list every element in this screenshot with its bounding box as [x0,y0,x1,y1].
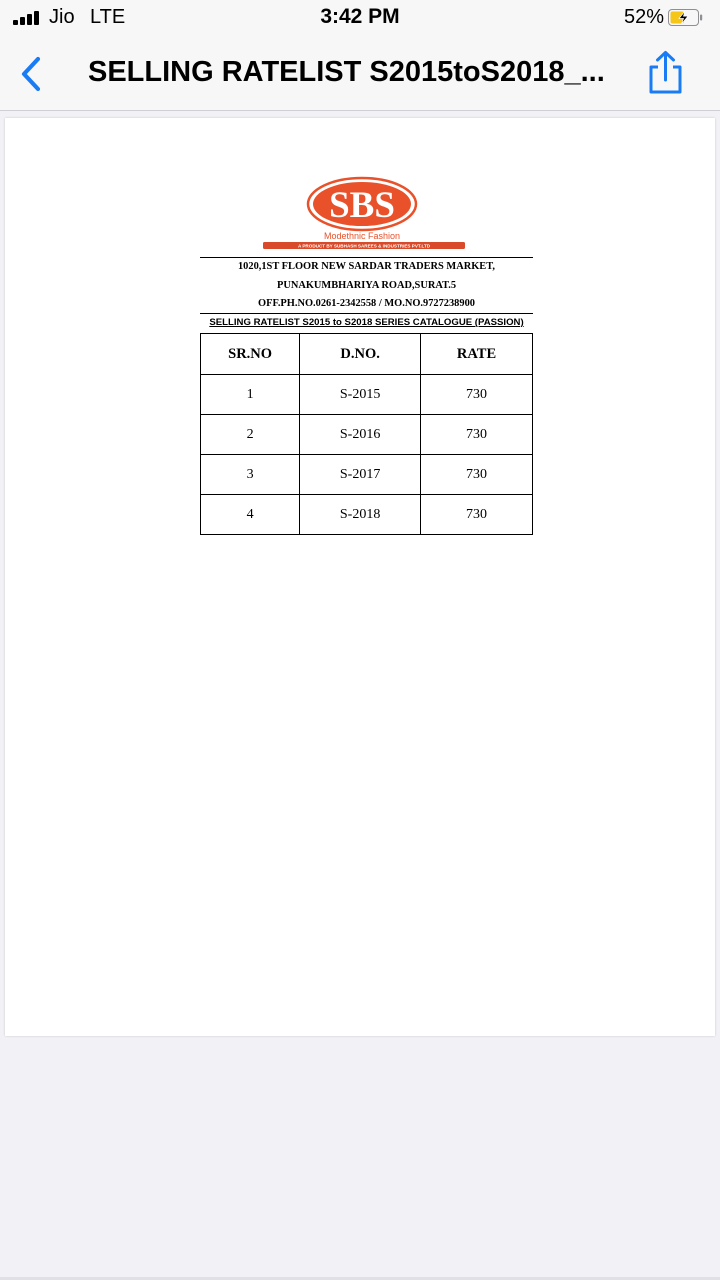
rate-table [200,333,533,535]
document-page[interactable] [5,118,715,1036]
cell-rate: 730 [421,415,533,455]
cell-design-no: S-2016 [300,415,421,455]
status-time: 3:42 PM [320,5,400,28]
cell-design-no: S-2015 [300,375,421,415]
header-rule-top [200,257,533,258]
back-button[interactable] [14,52,54,96]
contact-line: OFF.PH.NO.0261-2342558 / MO.NO.9727238900 [258,298,475,309]
status-bar [0,0,720,38]
cell-design-no: S-2018 [300,495,421,535]
carrier-name: Jio [49,6,75,28]
cell-sr-no: 4 [201,495,300,535]
cell-rate: 730 [421,495,533,535]
table-row [201,455,533,495]
document-title: SELLING RATELIST S2015toS2018_... [88,56,605,88]
network-type: LTE [90,6,126,28]
navigation-bar [0,38,720,111]
header-rule-bottom [200,313,533,314]
sbs-logo [260,175,470,251]
catalogue-heading: SELLING RATELIST S2015 to S2018 SERIES CATALOGUE (PASSION) [209,317,524,328]
logo-byline: A PRODUCT BY SUBHASH SAREES & INDUSTRIES PVT.LTD [297,243,431,249]
share-button[interactable] [643,50,687,96]
table-row [201,415,533,455]
battery-percent: 52% [623,6,664,28]
cell-rate: 730 [421,375,533,415]
address-line-2: PUNAKUMBHARIYA ROAD,SURAT.5 [276,280,457,291]
table-header-row [201,334,533,375]
logo-tagline: Modethnic Fashion [323,231,401,241]
share-icon [643,50,687,96]
chevron-left-icon [14,52,54,96]
header-rate: RATE [421,334,533,375]
table-row [201,495,533,535]
battery-charging-icon [668,9,703,26]
logo-letters: SBS [329,185,395,226]
cell-rate: 730 [421,455,533,495]
cell-sr-no: 2 [201,415,300,455]
header-sr-no: SR.NO [201,334,300,375]
header-design-no: D.NO. [300,334,421,375]
table-row [201,375,533,415]
cell-sr-no: 3 [201,455,300,495]
address-line-1: 1020,1ST FLOOR NEW SARDAR TRADERS MARKET, [237,261,495,272]
cell-design-no: S-2017 [300,455,421,495]
cell-sr-no: 1 [201,375,300,415]
